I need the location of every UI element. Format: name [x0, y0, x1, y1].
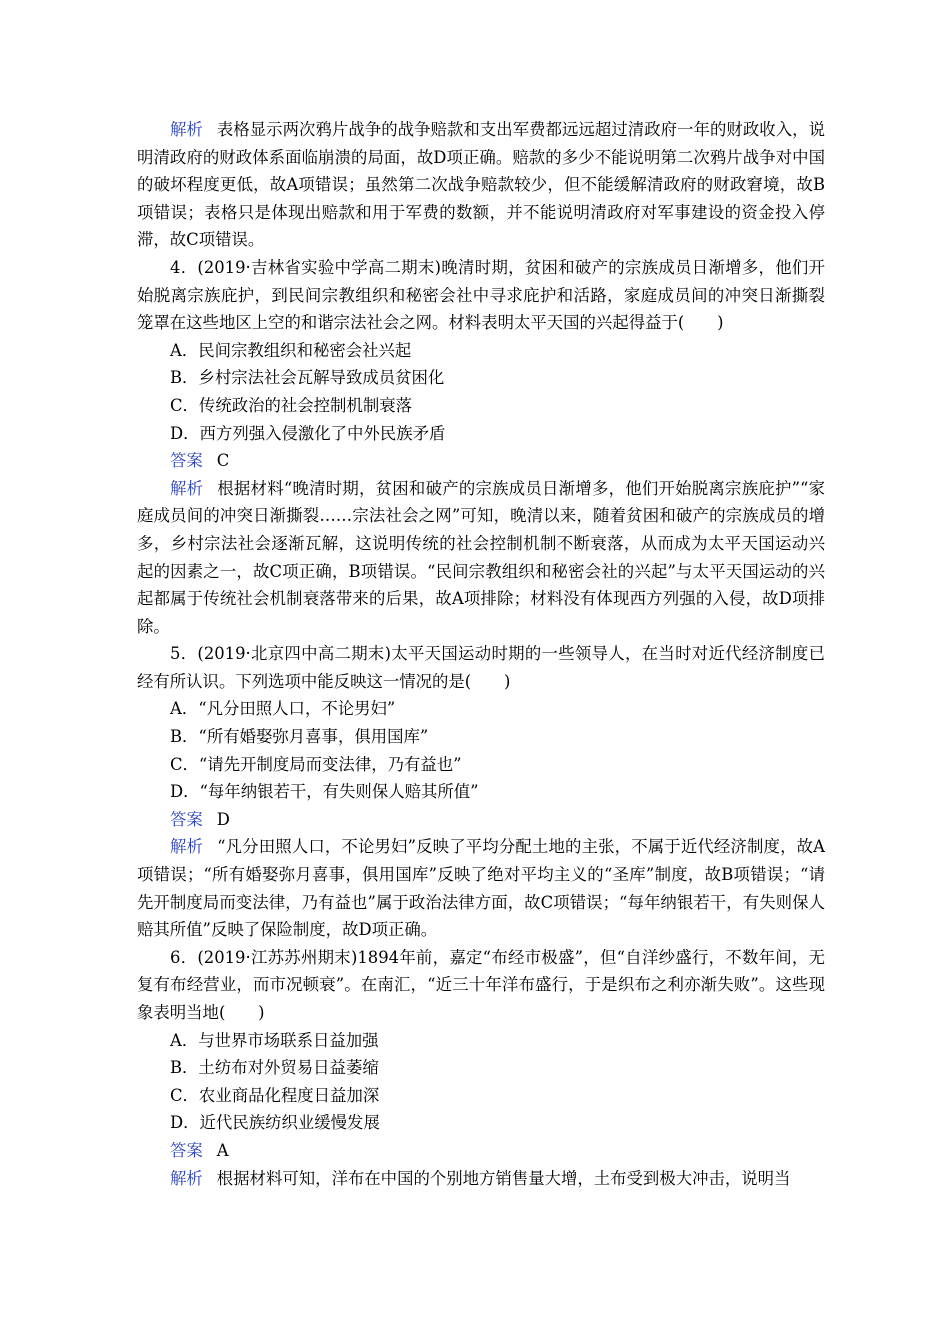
q3-analysis-text: 表格显示两次鸦片战争的战争赔款和支出军费都远远超过清政府一年的财政收入，说明清政府的财政体系面临崩溃的局面，故D项正确。赔款的多少不能说明第二次鸦片战争对中国的破坏程度更低，故A项错误；虽然第二次战争赔款较少，但不能缓解清政府的财政窘境，故B项错误；表格只是体现出赔款和用于军费的数额，并不能说明清政府对军事建设的资金投入停滞，故C项错误。 — [137, 120, 825, 250]
answer-label: 答案 — [170, 451, 203, 471]
q6-answer — [137, 1137, 825, 1165]
q4-option-c: C．传统政治的社会控制机制衰落 — [170, 395, 413, 415]
q6-answer-value: A — [216, 1140, 229, 1160]
answer-label: 答案 — [170, 809, 203, 829]
q5-stem: 5．(2019·北京四中高二期末)太平天国运动时期的一些领导人，在当时对近代经济制度已经有所认识。下列选项中能反映这一情况的是( ) — [137, 644, 825, 691]
q6-stem: 6．(2019·江苏苏州期末)1894年前，嘉定“布经市极盛”，但“自洋纱盛行，不数年间，无复有布经营业，而市况顿衰”。在南汇，“近三十年洋布盛行，于是织布之利亦渐失败”。这些现象表明当地( ) — [137, 947, 825, 1022]
q4-analysis — [137, 475, 825, 641]
q5-option-d: D．“每年纳银若干，有失则保人赔其所值” — [170, 782, 479, 802]
analysis-label: 解析 — [170, 120, 203, 139]
q6-option-b: B．土纺布对外贸易日益萎缩 — [170, 1058, 379, 1078]
q4-answer-value: C — [216, 451, 230, 471]
analysis-label: 解析 — [170, 478, 204, 498]
analysis-label: 解析 — [170, 1168, 203, 1188]
q5-answer-value: D — [216, 809, 230, 829]
q5-analysis-text: “凡分田照人口，不论男妇”反映了平均分配土地的主张，不属于近代经济制度，故A项错误；“所有婚娶弥月喜事，俱用国库”反映了绝对平均主义的“圣库”制度，故B项错误；“请先开制度局而变法律，乃有益也”属于政治法律方面，故C项错误；“每年纳银若干，有失则保人赔其所值”反映了保险制度，故D项正确。 — [137, 837, 826, 940]
answer-label: 答案 — [170, 1140, 203, 1160]
q4-option-b: B．乡村宗法社会瓦解导致成员贫困化 — [170, 368, 445, 388]
q5-option-c: C．“请先开制度局而变法律，乃有益也” — [170, 754, 462, 774]
q6-option-c: C．农业商品化程度日益加深 — [170, 1085, 380, 1105]
analysis-label: 解析 — [170, 837, 204, 857]
q4-option-d: D．西方列强入侵激化了中外民族矛盾 — [170, 423, 446, 443]
q4-stem: 4．(2019·吉林省实验中学高二期末)晚清时期，贫困和破产的宗族成员日渐增多，他们开始脱离宗族庇护，到民间宗教组织和秘密会社中寻求庇护和活路，家庭成员间的冲突日渐撕裂笼罩在这些地区上空的和谐宗法社会之网。材料表明太平天国的兴起得益于( ) — [137, 257, 825, 333]
q6-option-a: A．与世界市场联系日益加强 — [170, 1030, 379, 1050]
q5-answer — [137, 806, 825, 834]
q4-option-a: A．民间宗教组织和秘密会社兴起 — [170, 340, 412, 360]
q4-answer — [137, 447, 825, 475]
q4-analysis-text: 根据材料“晚清时期，贫困和破产的宗族成员日渐增多，他们开始脱离宗族庇护”“家庭成员间的冲突日渐撕裂……宗法社会之网”可知，晚清以来，随着贫困和破产的宗族成员的增多，乡村宗法社会逐渐瓦解，这说明传统的社会控制机制不断衰落，从而成为太平天国运动兴起的因素之一，故C项正确，B项错误。“民间宗教组织和秘密会社的兴起”与太平天国运动的兴起都属于传统社会机制衰落带来的后果，故A项排除；材料没有体现西方列强的入侵，故D项排除。 — [137, 478, 826, 636]
q5-analysis — [137, 833, 825, 943]
q6-option-d: D．近代民族纺织业缓慢发展 — [170, 1113, 380, 1133]
q6-analysis — [137, 1165, 825, 1193]
q6-analysis-text: 根据材料可知，洋布在中国的个别地方销售量大增，土布受到极大冲击，说明当 — [216, 1168, 791, 1188]
q5-option-a: A．“凡分田照人口，不论男妇” — [170, 699, 396, 719]
q5-option-b: B．“所有婚娶弥月喜事，俱用国库” — [170, 727, 429, 747]
document-page — [137, 116, 825, 1192]
q3-analysis — [137, 116, 825, 254]
